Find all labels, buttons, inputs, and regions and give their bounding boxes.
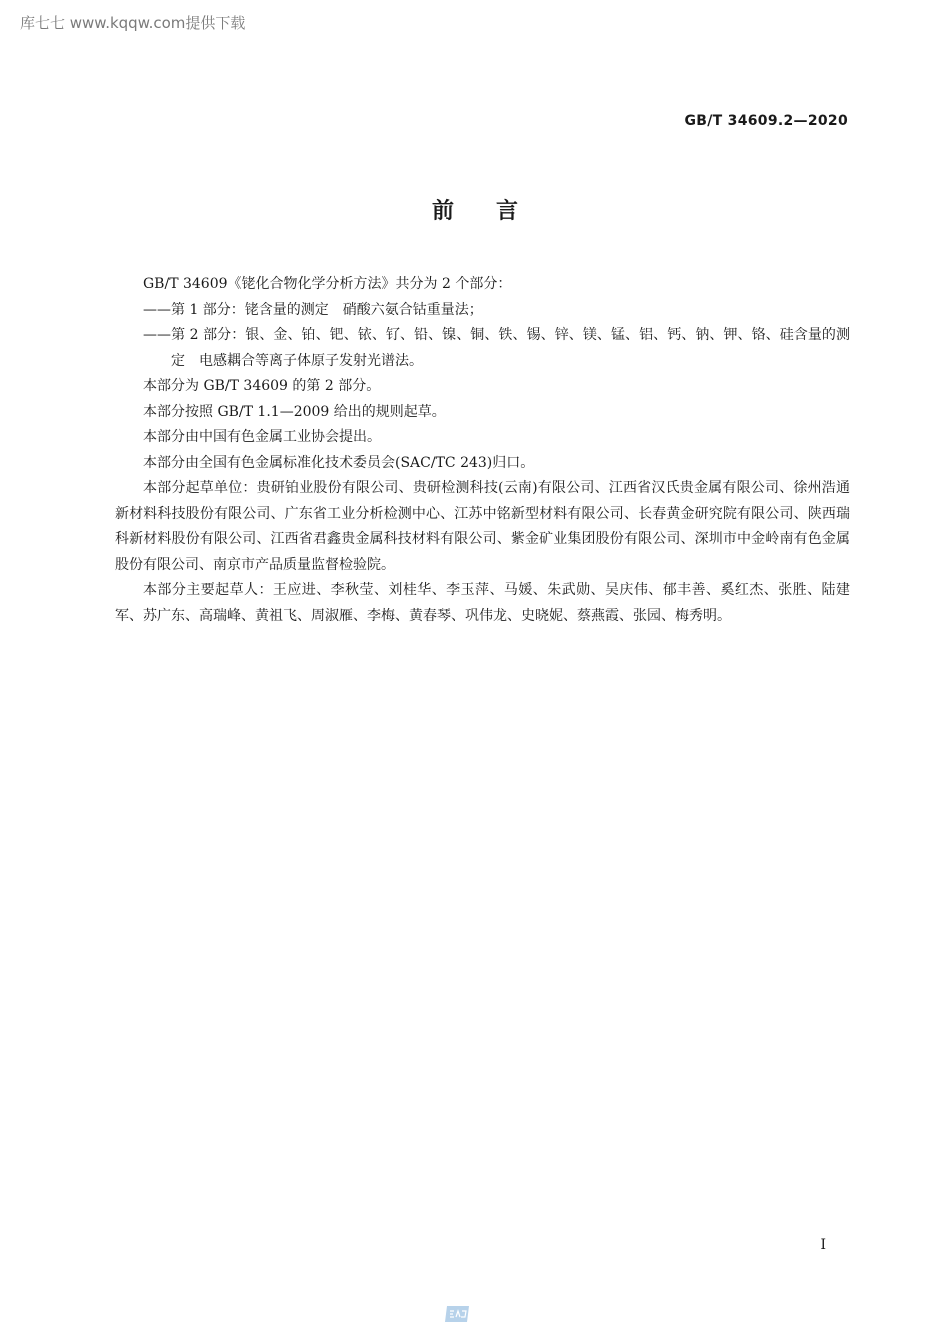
watermark-text: 库七七 www.kqqw.com提供下载 xyxy=(20,14,246,32)
sac-logo-icon xyxy=(443,1303,471,1325)
page-number: I xyxy=(820,1237,826,1253)
paragraph-drafting-units: 本部分起草单位：贵研铂业股份有限公司、贵研检测科技(云南)有限公司、江西省汉氏贵金属有限公司、徐州浩通新材料科技股份有限公司、广东省工业分析检测中心、江苏中铭新型材料有限公司、长春黄金研究院有限公司、陕西瑞科新材料股份有限公司、江西省君鑫贵金属科技材料有限公司、紫金矿业集团股份有限公司、深圳市中金岭南有色金属股份有限公司、南京市产品质量监督检验院。 xyxy=(115,480,850,573)
paragraph-committee: 本部分由全国有色金属标准化技术委员会(SAC/TC 243)归口。 xyxy=(143,454,535,471)
paragraph-drafting-rules: 本部分按照 GB/T 1.1—2009 给出的规则起草。 xyxy=(143,403,446,420)
paragraph-proposer: 本部分由中国有色金属工业协会提出。 xyxy=(143,429,381,445)
list-item-part-1: ——第 1 部分：铑含量的测定 硝酸六氨合钴重量法； xyxy=(143,301,483,318)
standard-code: GB/T 34609.2—2020 xyxy=(684,113,848,129)
list-item-part-2: ——第 2 部分：银、金、铂、钯、铱、钌、铅、镍、铜、铁、锡、锌、镁、锰、铝、钙、钠、钾、铬、硅含量的测定 电感耦合等离子体原子发射光谱法。 xyxy=(143,327,850,369)
page-title: 前言 xyxy=(431,199,560,224)
paragraph-drafters: 本部分主要起草人：王应进、李秋莹、刘桂华、李玉萍、马媛、朱武勋、吴庆伟、郁丰善、奚红杰、张胜、陆建军、苏广东、高瑞峰、黄祖飞、周淑雁、李梅、黄春琴、巩伟龙、史晓妮、蔡燕霞、张园、梅秀明。 xyxy=(115,582,850,624)
foreword-body xyxy=(115,272,850,629)
paragraph-part-statement: 本部分为 GB/T 34609 的第 2 部分。 xyxy=(143,378,381,394)
paragraph-intro: GB/T 34609《铑化合物化学分析方法》共分为 2 个部分： xyxy=(143,276,512,292)
